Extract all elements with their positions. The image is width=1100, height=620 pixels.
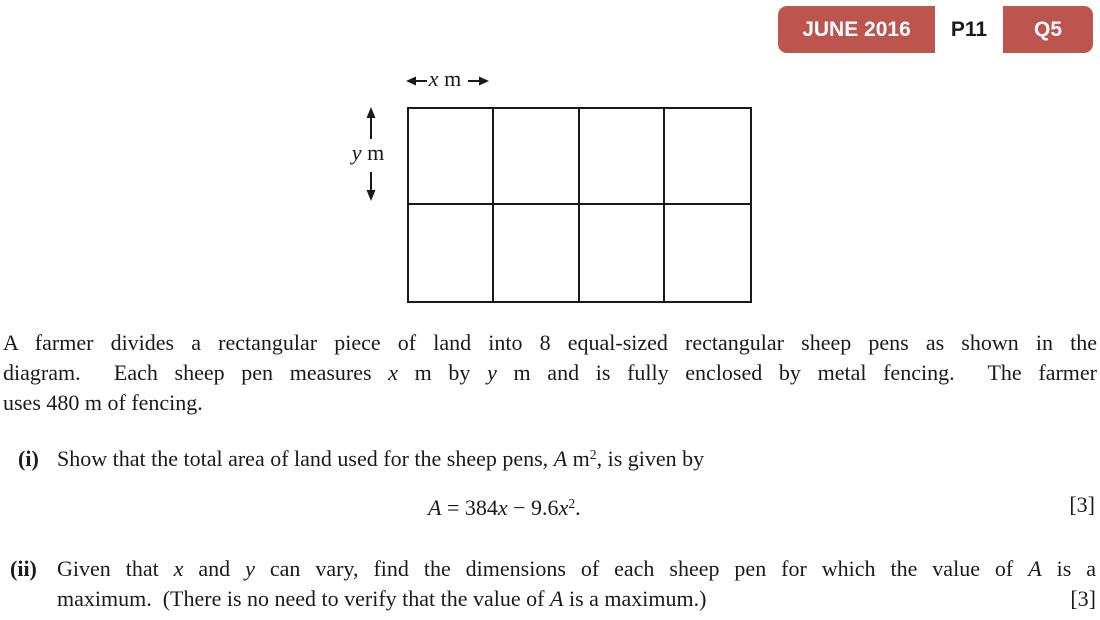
part-ii-line-2: maximum. (There is no need to verify that the value of A is a maximum.) xyxy=(57,586,707,611)
pen-cell xyxy=(409,205,494,301)
width-dimension-label: x m xyxy=(428,66,462,91)
pen-cell xyxy=(494,205,579,301)
pen-cell xyxy=(494,109,579,205)
height-dimension-label: y m xyxy=(351,140,385,165)
part-ii-text xyxy=(57,554,1096,614)
badge-question-label: Q5 xyxy=(1003,6,1093,53)
area-equation: $A = 384x - 9.6x^2$. xyxy=(428,495,581,520)
intro-line-1: A farmer divides a rectangular piece of land into 8 equal-sized rectangular sheep pens as shown in the xyxy=(3,330,1097,355)
intro-line-3: uses 480 m of fencing. xyxy=(3,390,203,415)
sheep-pens-diagram xyxy=(407,107,752,303)
question-badge xyxy=(778,6,1093,53)
intro-line-2: diagram. Each sheep pen measures x m by y m and is fully enclosed by metal fencing. The farmer xyxy=(3,360,1097,385)
y-arrow-down-icon xyxy=(367,172,376,201)
y-arrow-up-icon xyxy=(367,107,376,139)
badge-session-label: JUNE 2016 xyxy=(778,6,935,53)
pen-cell xyxy=(665,109,750,205)
intro-paragraph xyxy=(3,328,1097,418)
badge-paper-label: P11 xyxy=(935,6,1003,53)
pen-cell xyxy=(580,109,665,205)
part-i-text: Show that the total area of land used for the sheep pens, A $m^2$, is given by xyxy=(57,446,705,471)
part-ii-line-1: Given that x and y can vary, find the dimensions of each sheep pen for which the value of A is a xyxy=(57,556,1097,581)
pen-cell xyxy=(665,205,750,301)
pen-cell xyxy=(409,109,494,205)
x-arrow-right-icon xyxy=(468,77,489,86)
part-ii-line-2-row xyxy=(57,584,1096,614)
part-ii-marks: [3] xyxy=(1070,586,1096,611)
part-i xyxy=(0,444,1100,474)
part-i-marks: [3] xyxy=(1069,492,1095,517)
pen-cell xyxy=(580,205,665,301)
part-i-label: (i) xyxy=(18,446,39,471)
part-ii xyxy=(0,554,1100,614)
part-ii-label: (ii) xyxy=(10,556,37,581)
